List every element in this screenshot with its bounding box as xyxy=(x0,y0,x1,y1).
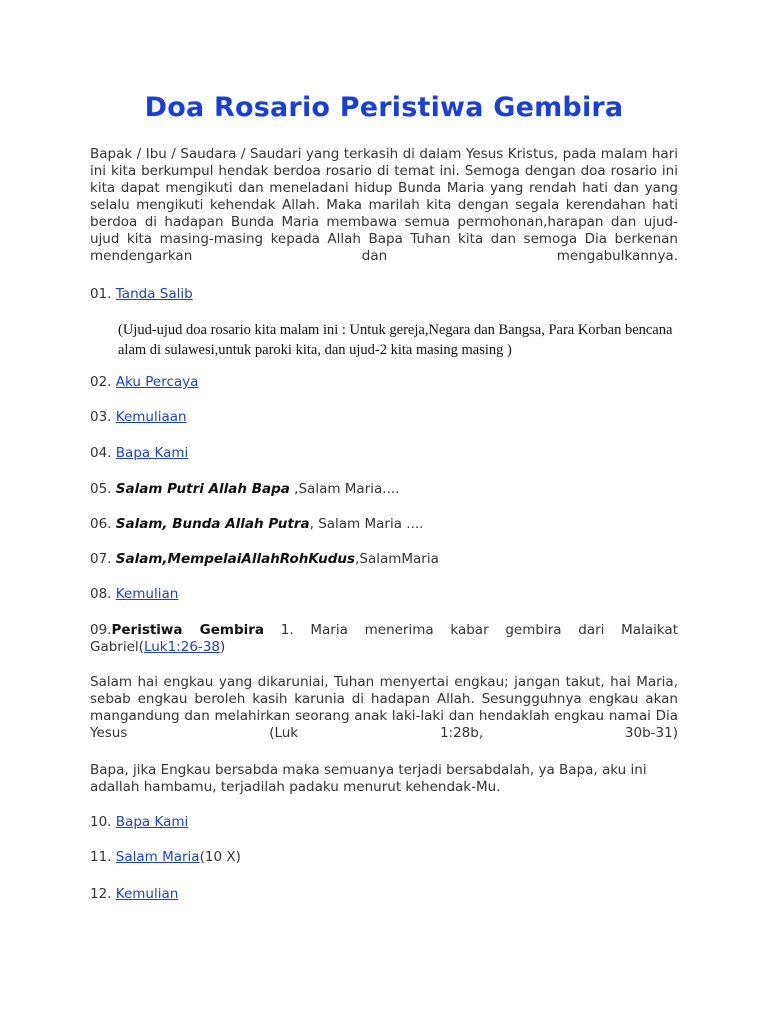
link-kemuliaan[interactable]: Kemuliaan xyxy=(115,409,187,425)
list-item-02 xyxy=(90,374,198,391)
item-number: 12. xyxy=(90,886,112,902)
list-item-10 xyxy=(90,814,188,831)
list-item-04 xyxy=(90,445,188,462)
scripture-paragraph: Salam hai engkau yang dikaruniai, Tuhan menyertai engkau; jangan takut, hai Maria, sebab engkau beroleh kasih karunia di hadapan Allah. Sesungguhnya engkau akan mangandung dan melahirkan seorang anak laki-laki dan hendaklah engkau namai Dia Yesus (Luk 1:28b, 30b-31) xyxy=(90,674,678,741)
link-kemulian[interactable]: Kemulian xyxy=(115,586,179,602)
item-number: 02. xyxy=(90,374,112,390)
link-bapa-kami[interactable]: Bapa Kami xyxy=(115,445,189,461)
link-tanda-salib[interactable]: Tanda Salib xyxy=(115,286,193,302)
link-bapa-kami-2[interactable]: Bapa Kami xyxy=(115,814,189,830)
item-number: 11. xyxy=(90,849,112,865)
list-item-09 xyxy=(90,622,678,656)
item-number: 09. xyxy=(90,622,112,638)
prayer-title: Salam,MempelaiAllahRohKudus xyxy=(115,551,356,567)
list-item-07 xyxy=(90,551,439,568)
item-number: 01. xyxy=(90,286,112,302)
mystery-text: 1. Maria menerima kabar gembira dari Malaikat Gabriel( xyxy=(90,622,678,655)
intro-paragraph: Bapak / Ibu / Saudara / Saudari yang terkasih di dalam Yesus Kristus, pada malam hari ini kita berkumpul hendak berdoa rosario di temat ini. Semoga dengan doa rosario ini kita dapat mengikuti dan meneladani hidup Bunda Maria yang rendah hati dan yang selalu mengikuti kehendak Allah. Maka marilah kita dengan segala kerendahan hati berdoa di hadapan Bunda Maria membawa semua permohonan,harapan dan ujud-ujud kita masing-masing kepada Allah Bapa Tuhan kita dan semoga Dia berkenan mendengarkan dan mengabulkannya. xyxy=(90,146,678,264)
item-number: 08. xyxy=(90,586,112,602)
list-item-12 xyxy=(90,886,178,903)
list-item-05 xyxy=(90,481,399,498)
list-item-08 xyxy=(90,586,178,603)
item-number: 03. xyxy=(90,409,112,425)
item-number: 07. xyxy=(90,551,112,567)
mystery-title: Peristiwa Gembira xyxy=(111,622,265,638)
item-number: 10. xyxy=(90,814,112,830)
link-aku-percaya[interactable]: Aku Percaya xyxy=(115,374,199,390)
link-kemulian-2[interactable]: Kemulian xyxy=(115,886,179,902)
list-item-06 xyxy=(90,516,423,533)
list-item-11 xyxy=(90,849,241,866)
prayer-rest: ,SalamMaria xyxy=(355,551,439,567)
item-number: 05. xyxy=(90,481,112,497)
mystery-close: ) xyxy=(219,639,226,655)
page-title: Doa Rosario Peristiwa Gembira xyxy=(144,92,624,123)
item-number: 04. xyxy=(90,445,112,461)
item-number: 06. xyxy=(90,516,112,532)
link-salam-maria[interactable]: Salam Maria xyxy=(115,849,200,865)
prayer-rest: , Salam Maria .... xyxy=(309,516,424,532)
prayer-title: Salam, Bunda Allah Putra xyxy=(115,516,310,532)
ujud-paragraph: (Ujud-ujud doa rosario kita malam ini : Untuk gereja,Negara dan Bangsa, Para Korban bencana alam di sulawesi,untuk paroki kita, dan ujud-2 kita masing masing ) xyxy=(118,322,673,358)
repeat-count: (10 X) xyxy=(199,849,241,865)
prayer-rest: ,Salam Maria.... xyxy=(289,481,400,497)
link-luk-1-26-38[interactable]: Luk1:26-38 xyxy=(143,639,220,655)
prayer-title: Salam Putri Allah Bapa xyxy=(115,481,290,497)
list-item-01 xyxy=(90,286,193,303)
list-item-03 xyxy=(90,409,187,426)
response-paragraph: Bapa, jika Engkau bersabda maka semuanya terjadi bersabdalah, ya Bapa, aku ini adallah hambamu, terjadilah padaku menurut kehendak-Mu. xyxy=(90,762,647,795)
